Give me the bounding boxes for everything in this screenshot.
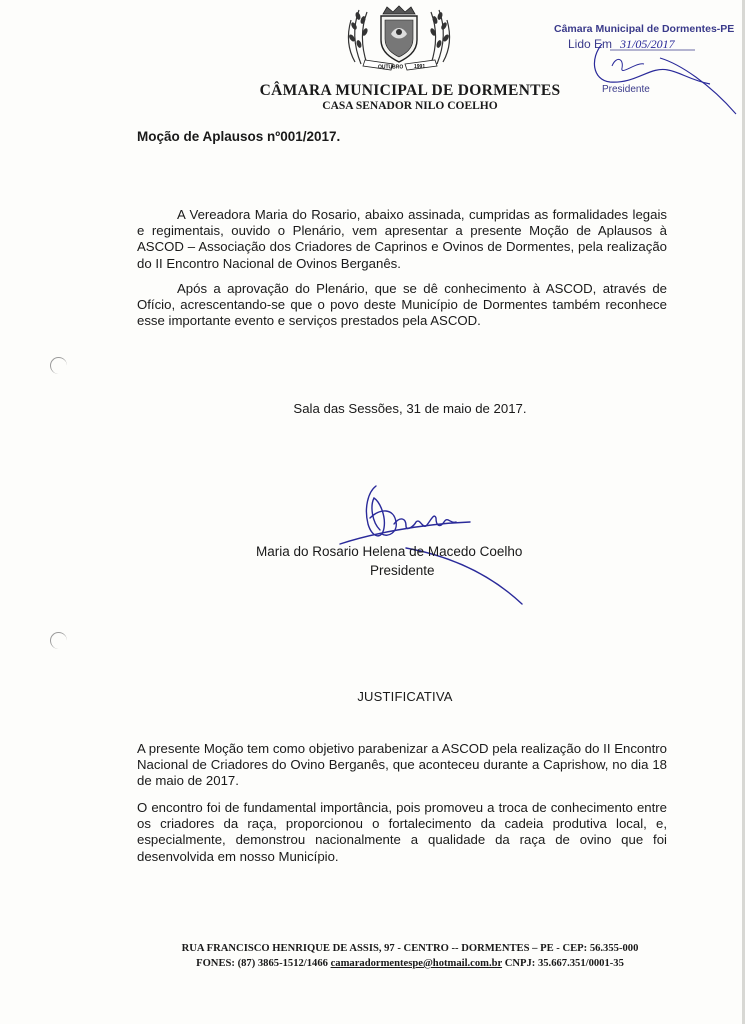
session-date: Sala das Sessões, 31 de maio de 2017.	[293, 401, 527, 416]
stamp-line1: Câmara Municipal de Dormentes-PE	[554, 23, 735, 35]
footer-email: camaradormentespe@hotmail.com.br	[330, 958, 503, 969]
coat-of-arms-icon	[343, 4, 455, 74]
body-paragraph-2: Após a aprovação do Plenário, que se dê conhecimento à ASCOD, através de Ofício, acrescentando-se que o povo deste Município de Dormentes também reconhece esse importante evento e serviços prestados pela ASCOD.	[137, 281, 667, 329]
logo-banner-text: OUTUBRO	[378, 64, 404, 71]
stamp-line2: Lido Em	[568, 37, 613, 51]
footer-contact	[0, 958, 745, 969]
signature-icon	[310, 478, 530, 608]
punch-hole-bottom	[50, 632, 67, 649]
chamber-subtitle: CASA SENADOR NILO COELHO	[322, 100, 498, 112]
stamp-date: 31/05/2017	[620, 37, 675, 51]
footer-phones: FONES: (87) 3865-1512/1466	[196, 958, 328, 969]
signer-role: Presidente	[370, 563, 435, 578]
body-paragraph-1: A Vereadora Maria do Rosario, abaixo assinada, cumpridas as formalidades legais e regimentais, ouvido o Plenário, vem apresentar a presente Moção de Aplausos à ASCOD – Associação dos Criadores de Caprinos e Ovinos de Dormentes, pela realização do II Encontro Nacional de Ovinos Berganês.	[137, 207, 667, 271]
logo-year: 1991	[414, 64, 426, 70]
chamber-title: CÂMARA MUNICIPAL DE DORMENTES	[259, 82, 561, 99]
document-title: Moção de Aplausos nº001/2017.	[137, 129, 341, 144]
justification-title: JUSTIFICATIVA	[357, 689, 453, 704]
justification-paragraph-1: A presente Moção tem como objetivo parabenizar a ASCOD pela realização do II Encontro Nacional de Criadores do Ovino Berganês, que aconteceu durante a Caprishow, no dia 18 de maio de 2017.	[137, 741, 667, 789]
punch-hole-top	[50, 357, 67, 374]
signer-name: Maria do Rosario Helena de Macedo Coelho	[256, 544, 523, 559]
footer-address: RUA FRANCISCO HENRIQUE DE ASSIS, 97 - CENTRO -- DORMENTES – PE - CEP: 56.355-000	[181, 943, 639, 954]
stamp-line3: Presidente	[602, 84, 650, 95]
footer-cnpj: CNPJ: 35.667.351/0001-35	[504, 958, 624, 969]
justification-paragraph-2: O encontro foi de fundamental importância, pois promoveu a troca de conhecimento entre os criadores da raça, proporcionou o fortalecimento da cadeia produtiva local, e, especialmente, demonstrou nacionalmente a qualidade da raça de ovino que foi desenvolvida em nosso Município.	[137, 800, 667, 864]
